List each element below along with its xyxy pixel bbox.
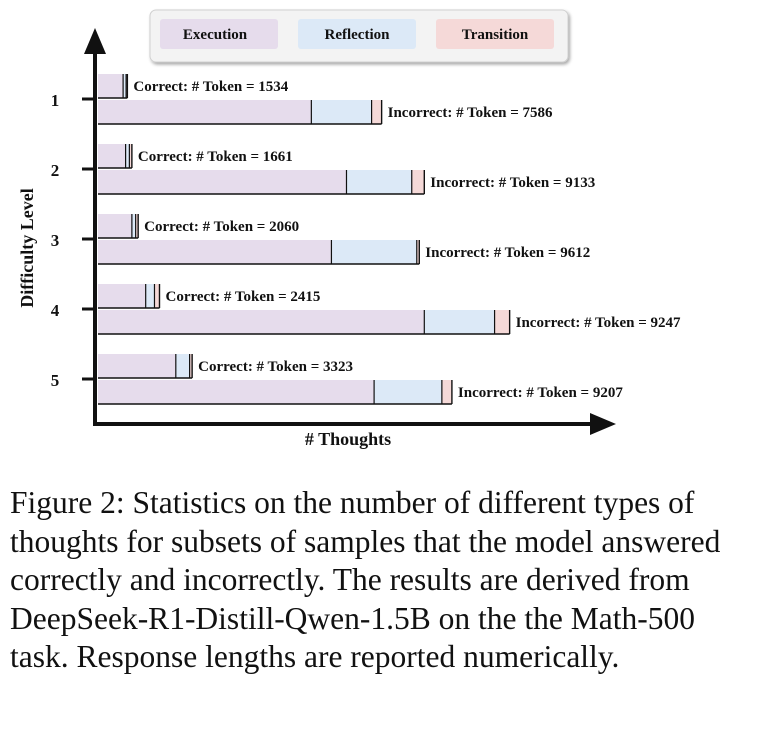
incorrect-execution-segment [98, 310, 424, 334]
correct-reflection-segment [146, 284, 155, 308]
correct-execution-segment [98, 354, 176, 378]
incorrect-reflection-segment [331, 240, 416, 264]
bar-label-incorrect: Incorrect: # Token = 9133 [430, 175, 596, 191]
incorrect-execution-segment [98, 170, 346, 194]
y-tick-label: 5 [50, 371, 60, 390]
x-axis-arrowhead [590, 413, 616, 435]
legend [150, 10, 568, 62]
y-tick-label: 4 [50, 301, 60, 320]
incorrect-execution-segment [98, 240, 331, 264]
bar-label-correct: Correct: # Token = 3323 [198, 359, 354, 375]
bar-label-incorrect: Incorrect: # Token = 9612 [425, 245, 591, 261]
y-tick-label: 1 [50, 91, 60, 110]
legend-label-transition: Transition [461, 27, 529, 43]
incorrect-transition-segment [372, 100, 382, 124]
correct-reflection-segment [176, 354, 190, 378]
legend-label-reflection: Reflection [324, 27, 390, 43]
correct-execution-segment [98, 74, 123, 98]
x-axis-title: # Thoughts [304, 429, 392, 449]
incorrect-execution-segment [98, 100, 311, 124]
correct-execution-segment [98, 144, 126, 168]
correct-execution-segment [98, 214, 132, 238]
bars [98, 74, 510, 404]
incorrect-transition-segment [442, 380, 452, 404]
bar-label-incorrect: Incorrect: # Token = 9207 [457, 385, 623, 401]
y-tick-label: 3 [50, 231, 60, 250]
y-ticks [51, 91, 95, 390]
figure-caption: Figure 2: Statistics on the number of different types of thoughts for subsets of samples that the model answered correctly and incorrectly. The results are derived from DeepSeek-R1-Distill-Qwen-1.5B on the the Math-500 task. Response lengths are reported numerically. [10, 485, 721, 674]
bar-label-correct: Correct: # Token = 2415 [165, 289, 321, 305]
incorrect-reflection-segment [346, 170, 411, 194]
bar-label-correct: Correct: # Token = 1661 [137, 149, 293, 165]
bar-label-correct: Correct: # Token = 1534 [133, 79, 289, 95]
correct-execution-segment [98, 284, 146, 308]
correct-transition-segment [154, 284, 159, 308]
y-axis-title: Difficulty Level [17, 188, 37, 308]
incorrect-reflection-segment [424, 310, 494, 334]
legend-label-execution: Execution [182, 27, 248, 43]
incorrect-reflection-segment [311, 100, 371, 124]
y-axis-arrowhead [84, 28, 106, 54]
incorrect-transition-segment [412, 170, 425, 194]
y-tick-label: 2 [50, 161, 60, 180]
bar-label-incorrect: Incorrect: # Token = 7586 [387, 105, 553, 121]
bar-label-correct: Correct: # Token = 2060 [144, 219, 300, 235]
bar-label-incorrect: Incorrect: # Token = 9247 [515, 315, 681, 331]
incorrect-transition-segment [495, 310, 510, 334]
incorrect-execution-segment [98, 380, 374, 404]
incorrect-reflection-segment [374, 380, 442, 404]
